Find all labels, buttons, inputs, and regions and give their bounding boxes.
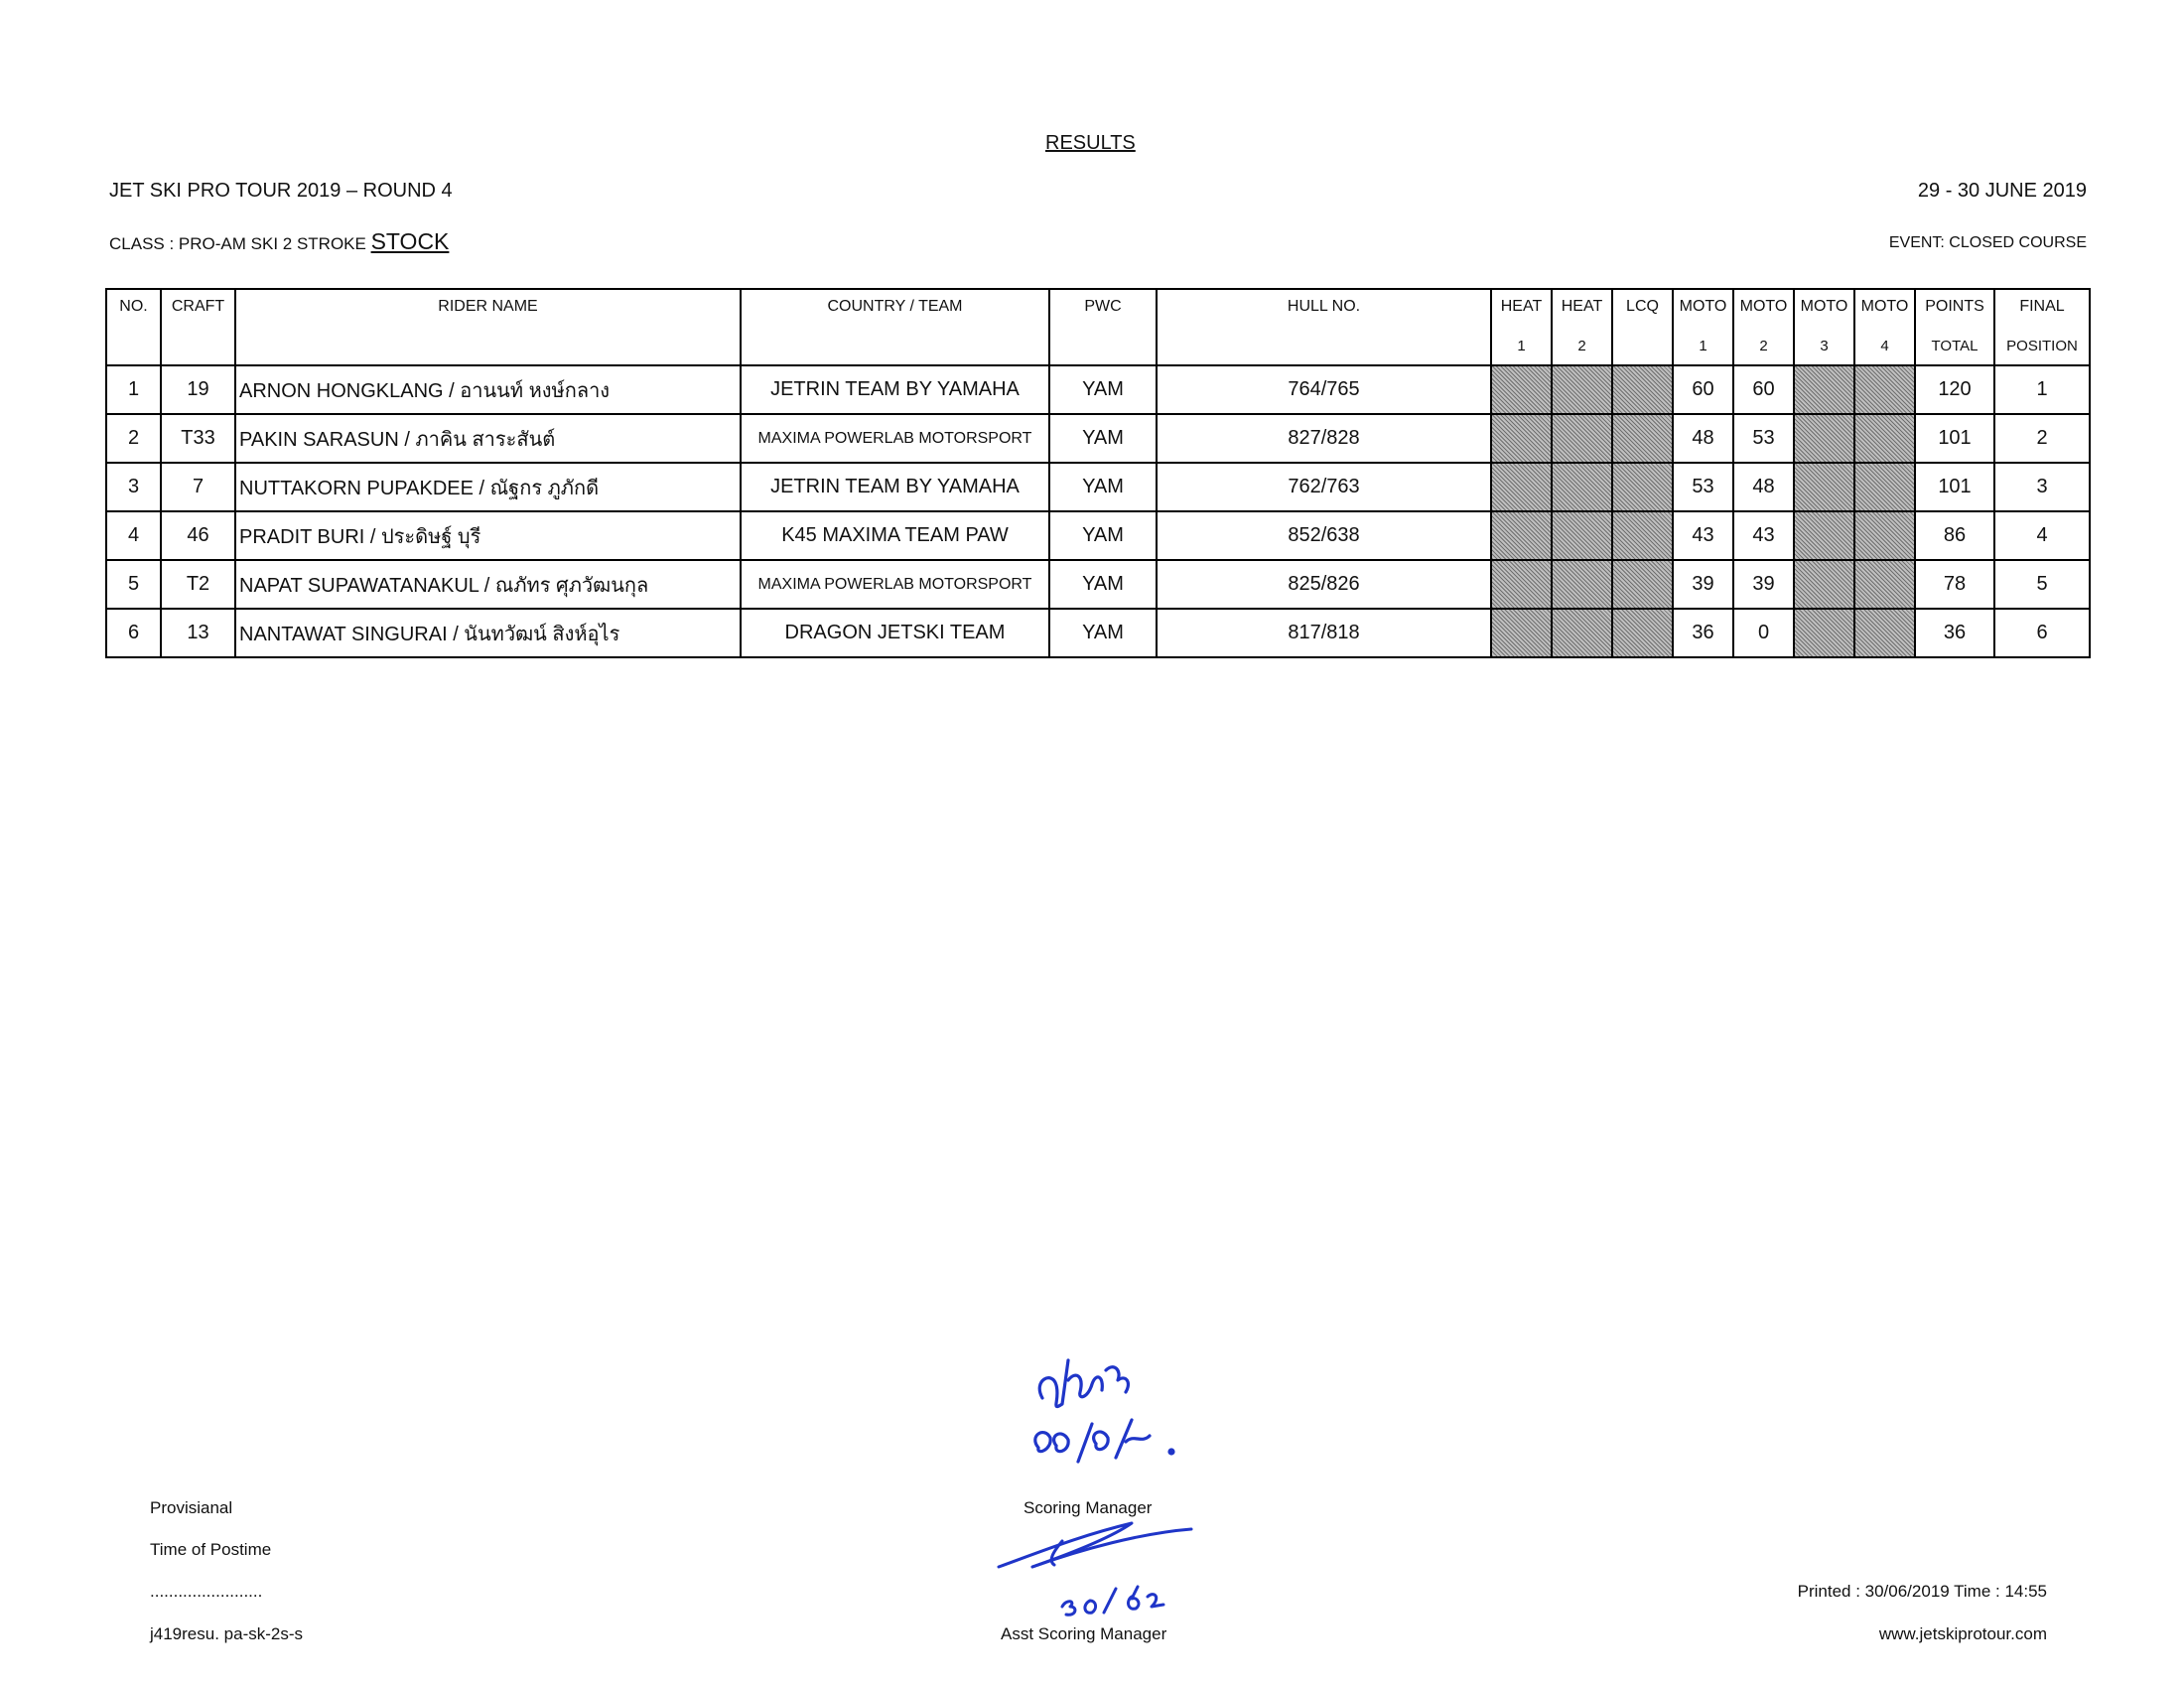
file-code: j419resu. pa-sk-2s-s [150, 1624, 304, 1643]
country-team-cell: MAXIMA POWERLAB MOTORSPORT [741, 414, 1049, 463]
header-label: HEAT [1500, 298, 1543, 315]
hull-number-cell: 852/638 [1157, 511, 1491, 560]
header-sublabel: 2 [1759, 338, 1768, 354]
rider-number-cell: 6 [106, 609, 161, 657]
moto-1-points-cell: 43 [1673, 511, 1733, 560]
shaded-cell [1854, 414, 1915, 463]
shaded-cell [1552, 414, 1612, 463]
shaded-cell [1854, 365, 1915, 414]
col-rider-name-header [235, 289, 741, 365]
col-moto-4-header [1854, 289, 1915, 365]
event-type: EVENT: CLOSED COURSE [1888, 234, 2087, 251]
header-sublabel: POSITION [2006, 338, 2078, 354]
final-position-cell: 2 [1994, 414, 2090, 463]
points-total-cell: 78 [1915, 560, 1994, 609]
craft-number-cell: 7 [161, 463, 235, 511]
hull-number-cell: 817/818 [1157, 609, 1491, 657]
shaded-cell [1854, 560, 1915, 609]
rider-number-cell: 1 [106, 365, 161, 414]
shaded-cell [1794, 463, 1854, 511]
shaded-cell [1794, 560, 1854, 609]
hull-number-cell: 764/765 [1157, 365, 1491, 414]
table-row [106, 365, 2090, 414]
final-position-cell: 1 [1994, 365, 2090, 414]
shaded-cell [1612, 414, 1673, 463]
provisional-label: Provisianal [150, 1498, 233, 1517]
country-team-cell: MAXIMA POWERLAB MOTORSPORT [741, 560, 1049, 609]
header-label: MOTO [1739, 298, 1788, 315]
shaded-cell [1794, 365, 1854, 414]
header-sublabel: 1 [1517, 338, 1526, 354]
header-label: CRAFT [171, 298, 225, 315]
shaded-cell [1491, 365, 1552, 414]
shaded-cell [1794, 414, 1854, 463]
header-label: COUNTRY / TEAM [827, 298, 963, 315]
shaded-cell [1491, 463, 1552, 511]
rider-name-cell: NAPAT SUPAWATANAKUL / ณภัทร ศุภวัฒนกุล [235, 560, 741, 609]
shaded-cell [1612, 463, 1673, 511]
asst-scoring-manager-signature [993, 1489, 1211, 1628]
header-label: NO. [119, 298, 148, 315]
shaded-cell [1854, 609, 1915, 657]
shaded-cell [1854, 463, 1915, 511]
table-row [106, 511, 2090, 560]
col-final-position-header [1994, 289, 2090, 365]
final-position-cell: 5 [1994, 560, 2090, 609]
moto-1-points-cell: 53 [1673, 463, 1733, 511]
shaded-cell [1794, 511, 1854, 560]
table-row [106, 463, 2090, 511]
moto-1-points-cell: 39 [1673, 560, 1733, 609]
craft-number-cell: 13 [161, 609, 235, 657]
website-url: www.jetskiprotour.com [1878, 1624, 2047, 1643]
shaded-cell [1552, 365, 1612, 414]
header-sublabel: 3 [1820, 338, 1829, 354]
scoring-manager-signature [1023, 1340, 1201, 1479]
moto-2-points-cell: 39 [1733, 560, 1794, 609]
points-total-cell: 120 [1915, 365, 1994, 414]
final-position-cell: 4 [1994, 511, 2090, 560]
moto-2-points-cell: 43 [1733, 511, 1794, 560]
results-body [106, 365, 2090, 657]
rider-number-cell: 4 [106, 511, 161, 560]
shaded-cell [1491, 511, 1552, 560]
col-heat-1-header [1491, 289, 1552, 365]
scoring-manager-label: Scoring Manager [1024, 1498, 1153, 1517]
page-title: RESULTS [1045, 132, 1136, 154]
header-label: HULL NO. [1287, 298, 1361, 315]
craft-number-cell: T33 [161, 414, 235, 463]
header-label: FINAL [2019, 298, 2065, 315]
points-total-cell: 36 [1915, 609, 1994, 657]
printed-timestamp: Printed : 30/06/2019 Time : 14:55 [1797, 1582, 2047, 1601]
rider-name-cell: PRADIT BURI / ประดิษฐ์ บุรี [235, 511, 741, 560]
col-country-team-header [741, 289, 1049, 365]
header-sublabel: 4 [1880, 338, 1889, 354]
shaded-cell [1552, 609, 1612, 657]
pwc-brand-cell: YAM [1049, 414, 1157, 463]
shaded-cell [1854, 511, 1915, 560]
col-lcq-header [1612, 289, 1673, 365]
col-moto-2-header [1733, 289, 1794, 365]
craft-number-cell: T2 [161, 560, 235, 609]
country-team-cell: DRAGON JETSKI TEAM [741, 609, 1049, 657]
final-position-cell: 3 [1994, 463, 2090, 511]
table-row [106, 560, 2090, 609]
shaded-cell [1491, 560, 1552, 609]
points-total-cell: 101 [1915, 414, 1994, 463]
moto-2-points-cell: 53 [1733, 414, 1794, 463]
tour-name: JET SKI PRO TOUR 2019 – ROUND 4 [109, 180, 453, 202]
col-moto-3-header [1794, 289, 1854, 365]
col-hull-no-header [1157, 289, 1491, 365]
hull-number-cell: 762/763 [1157, 463, 1491, 511]
rider-name-cell: NANTAWAT SINGURAI / นันทวัฒน์ สิงห์อุไร [235, 609, 741, 657]
table-row [106, 609, 2090, 657]
header-label: MOTO [1800, 298, 1848, 315]
time-of-postime-label: Time of Postime [150, 1540, 272, 1559]
header-label: RIDER NAME [438, 298, 538, 315]
moto-2-points-cell: 0 [1733, 609, 1794, 657]
country-team-cell: K45 MAXIMA TEAM PAW [741, 511, 1049, 560]
rider-number-cell: 5 [106, 560, 161, 609]
pwc-brand-cell: YAM [1049, 609, 1157, 657]
shaded-cell [1552, 560, 1612, 609]
moto-1-points-cell: 60 [1673, 365, 1733, 414]
rider-name-cell: NUTTAKORN PUPAKDEE / ณัฐกร ภูภักดี [235, 463, 741, 511]
header-label: MOTO [1860, 298, 1909, 315]
rider-name-cell: PAKIN SARASUN / ภาคิน สาระสันต์ [235, 414, 741, 463]
shaded-cell [1794, 609, 1854, 657]
event-dates: 29 - 30 JUNE 2019 [1917, 180, 2087, 202]
craft-number-cell: 19 [161, 365, 235, 414]
header-sublabel: 2 [1577, 338, 1586, 354]
rider-name-cell: ARNON HONGKLANG / อานนท์ หงษ์กลาง [235, 365, 741, 414]
shaded-cell [1612, 609, 1673, 657]
shaded-cell [1552, 511, 1612, 560]
col-heat-2-header [1552, 289, 1612, 365]
rider-number-cell: 3 [106, 463, 161, 511]
points-total-cell: 101 [1915, 463, 1994, 511]
asst-scoring-manager-label: Asst Scoring Manager [1001, 1624, 1167, 1643]
col-pwc-header [1049, 289, 1157, 365]
col-points-total-header [1915, 289, 1994, 365]
moto-2-points-cell: 48 [1733, 463, 1794, 511]
col-craft-header [161, 289, 235, 365]
hull-number-cell: 825/826 [1157, 560, 1491, 609]
class-prefix: CLASS : PRO-AM SKI 2 STROKE [109, 234, 371, 253]
shaded-cell [1491, 414, 1552, 463]
moto-1-points-cell: 48 [1673, 414, 1733, 463]
col-moto-1-header [1673, 289, 1733, 365]
results-table [105, 288, 2091, 658]
header-label: POINTS [1925, 298, 1984, 315]
moto-2-points-cell: 60 [1733, 365, 1794, 414]
hull-number-cell: 827/828 [1157, 414, 1491, 463]
shaded-cell [1552, 463, 1612, 511]
class-emphasis: STOCK [370, 228, 450, 254]
class-label [109, 228, 449, 255]
header-label: LCQ [1626, 298, 1659, 315]
header-label: PWC [1084, 298, 1122, 315]
shaded-cell [1612, 365, 1673, 414]
pwc-brand-cell: YAM [1049, 365, 1157, 414]
country-team-cell: JETRIN TEAM BY YAMAHA [741, 365, 1049, 414]
postime-blank: ........................ [150, 1582, 263, 1601]
header-sublabel: TOTAL [1931, 338, 1979, 354]
moto-1-points-cell: 36 [1673, 609, 1733, 657]
table-header-row [106, 289, 2090, 365]
points-total-cell: 86 [1915, 511, 1994, 560]
shaded-cell [1612, 511, 1673, 560]
header-label: HEAT [1561, 298, 1603, 315]
col-no-header [106, 289, 161, 365]
shaded-cell [1612, 560, 1673, 609]
country-team-cell: JETRIN TEAM BY YAMAHA [741, 463, 1049, 511]
header-sublabel: 1 [1699, 338, 1707, 354]
shaded-cell [1491, 609, 1552, 657]
pwc-brand-cell: YAM [1049, 511, 1157, 560]
table-row [106, 414, 2090, 463]
final-position-cell: 6 [1994, 609, 2090, 657]
pwc-brand-cell: YAM [1049, 560, 1157, 609]
pwc-brand-cell: YAM [1049, 463, 1157, 511]
craft-number-cell: 46 [161, 511, 235, 560]
rider-number-cell: 2 [106, 414, 161, 463]
header-label: MOTO [1679, 298, 1727, 315]
